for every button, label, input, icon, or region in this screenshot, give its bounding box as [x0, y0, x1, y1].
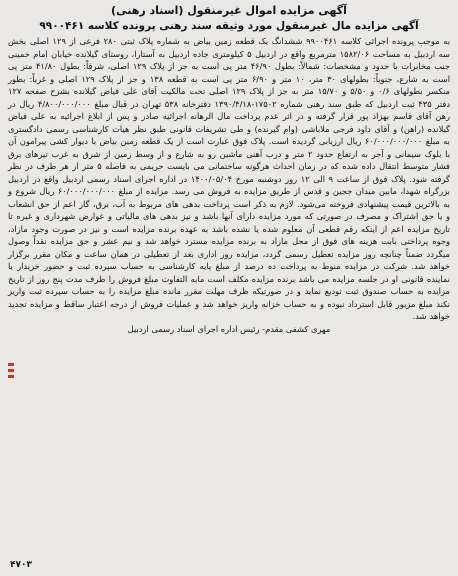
notice-title: آگهی مزایده اموال غیرمنقول (اسناد رهنی)	[111, 4, 347, 17]
ad-code: ۴۷۰۳	[10, 560, 32, 570]
margin-marks	[0, 360, 14, 381]
notice-subtitle: آگهی مزایده مال غیرمنقول مورد وثیقه سند رهنی پرونده کلاسه ۹۹۰۰۴۶۱	[39, 20, 419, 32]
signature-line: مهری کشفی مقدم- رئیس اداره اجرای اسناد رسمی اردبیل	[127, 323, 331, 334]
margin-mark	[8, 375, 14, 378]
margin-mark	[8, 363, 14, 366]
margin-mark	[8, 369, 14, 372]
notice-body: به موجب پرونده اجرائی کلاسه ۹۹۰۰۴۶۱ ششدانگ یک قطعه زمین بیاض به شماره پلاک ثبتی ۲۸۰ فرعی از ۱۲۹ اصلی بخش سه اردبیل به مساحت ۱۵۸۲/۰۶ مترمربع واقع در اردبیل ۵ کیلومتری جاده اردبیل به آستارا، روستای گیلانده خیابان امام خمینی جنب مخابرات با حدود و مشخصات: شمالاً: بطول ۴۶/۹۰ متر پی است به جز از پلاک ۱۲۹ اصلی، شرقاً: بطول ۴۱/۸۰ متر پی است به شارع، جنوباً: بطولهای ۳۰ متر، ۱۰ متر و ۶/۹۰ متر پی است به قطعه ۱۳۸ و جز از پلاک ۱۲۹ اصلی و غرباً: بطور منکسر بطولهای ۰/۶ و ۵/۵۰ و ۱۵/۷۰ متر به جز از پلاک ۱۲۹ اصلی تحت مالکیت آقای علی فیاض گیلانده بشرح صفحه ۱۲۷ دفتر ۴۳۵ ثبت اردبیل که طبق سند رهنی شماره ۱۷۵۰۲-۱۳۹۰/۴/۱۸ دفترخانه ۵۳۸ تهران در قبال مبلغ ۴/۸۰۰/۰۰۰/۰۰۰ ریال در رهن آقای قاسم بهزاد پور قرار گرفته و در اثر عدم پرداخت مال الرهانه اجرائیه صادر و پس از ابلاغ اجرائیه به علی فیاض گیلانده (راهن) و آقای داود فرجی ملاباشی (وام گیرنده) و طی تشریفات قانونی طبق نظر هیات کارشناسی رسمی دادگستری به مبلغ ۶۰/۰۰۰/۰۰۰/۰۰۰ ریال ارزیابی گردیده است. پلاک فوق عبارت است از یک قطعه زمین بیاض با دیوار کشی پیرامون آن با بلوک سیمانی و آجر به ارتفاع حدود ۲ متر و درب آهنی ماشین رو به شارع و از وسط زمین از شرق به غرب تیرهای برق فشار متوسط انتقال داده شده که در زمان احداث هرگونه ساختمانی می بایست حریمی به فاصله ۵ متر از هر طرف در نظر گرفته شود. پلاک فوق از ساعت ۹ الی ۱۲ روز دوشنبه مورخ ۱۴۰۰/۰۵/۰۴ در اداره اجرای اسناد رسمی اردبیل واقع در اردبیل بزرگراه شهدا، مابین میدان ججین و قدس از طریق مزایده به فروش می رسد. مزایده از مبلغ ۶۰/۰۰۰/۰۰۰/۰۰۰ ریال شروع و به بالاترین قیمت پیشنهادی فروخته می‌شود. لازم به ذکر است پرداخت بدهی های مربوط به آب، برق، گاز اعم از حق انشعاب و یا حق اشتراک و مصرف در صورتی که مورد مزایده دارای آنها باشد و نیز بدهی های مالیاتی و عوارض شهرداری و غیره تا تاریخ مزایده اعم از اینکه رقم قطعی آن معلوم شده یا نشده باشد به عهده برنده مزایده است و نیز در صورت وجود مازاد، وجوه پرداختی بابت هزینه های فوق از محل مازاد به برنده مزایده مسترد خواهد شد و نیم عشر و حق مزایده نقداً وصول میگردد ضمناً چنانچه روز مزایده تعطیل رسمی گردد، مزایده روز اداری بعد از تعطیلی در همان ساعت و مکان مقرر برگزار خواهد شد. شرکت در مزایده منوط به پرداخت ده درصد از مبلغ پایه کارشناسی به حساب سپرده ثبت و حضور خریدار یا نماینده قانونی او در جلسه مزایده می باشد برنده مزایده مکلف است مابه التفاوت مبلغ فروش را ظرف مدت پنج روز از تاریخ مزایده به حساب صندوق ثبت تودیع نماید و در صورتیکه ظرف مهلت مقرر مانده مبلغ مزایده را به حساب سپرده ثبت واریز نکند مبلغ مزبور قابل استرداد نبوده و به حساب خزانه واریز خواهد شد و عملیات فروش از درجه اعتبار ساقط و مزایده تجدید خواهد شد.	[8, 36, 451, 321]
